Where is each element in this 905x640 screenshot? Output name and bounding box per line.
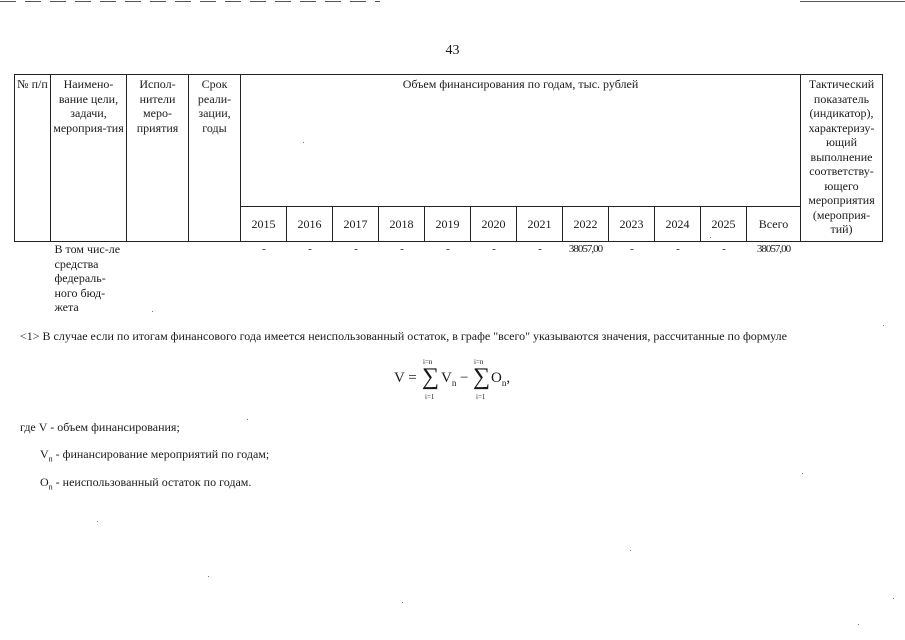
table-header-row xyxy=(15,75,883,207)
header-financing: Объем финансирования по годам, тыс. рублей xyxy=(241,75,801,207)
year-2017: 2017 xyxy=(333,207,379,242)
header-executors: Испол-нители меро-приятия xyxy=(127,75,189,242)
value-2021: - xyxy=(538,243,541,255)
sum1-lower: i=1 xyxy=(425,393,435,401)
formula-lhs: V = xyxy=(394,370,417,386)
legend-on-sub: n xyxy=(48,482,53,492)
legend-vn-sub: n xyxy=(48,454,53,464)
value-2016: - xyxy=(308,243,311,255)
year-2023: 2023 xyxy=(609,207,655,242)
formula-tail: , xyxy=(506,370,511,386)
empty-cell xyxy=(189,242,241,315)
header-term: Срок реали-зации, годы xyxy=(189,75,241,242)
year-2019: 2019 xyxy=(425,207,471,242)
year-total: Всего xyxy=(747,207,801,242)
year-2021: 2021 xyxy=(517,207,563,242)
year-2020: 2020 xyxy=(471,207,517,242)
scan-speck xyxy=(208,576,209,577)
value-2022: 38057,00 xyxy=(568,243,603,255)
formula xyxy=(394,360,554,404)
value-2015: - xyxy=(262,243,265,255)
table-row xyxy=(15,242,883,315)
financing-table xyxy=(14,74,883,315)
legend-vn-text: - финансирование мероприятий по годам; xyxy=(52,447,270,461)
legend-on xyxy=(40,475,251,491)
value-2025: - xyxy=(722,243,725,255)
header-indicator: Тактический показатель (индикатор), характеризу-ющий выполнение соответству-ющего мероприятия (мероприя-тий) xyxy=(801,75,883,242)
scan-speck xyxy=(710,237,711,238)
year-2016: 2016 xyxy=(287,207,333,242)
row-label: В том чис-ле средства федераль-ного бюд-жета xyxy=(54,242,121,314)
formula-minus: − xyxy=(460,370,469,386)
term-o-sub: n xyxy=(501,378,507,388)
scan-speck xyxy=(893,598,894,599)
footnote: <1> В случае если по итогам финансового года имеется неиспользованный остаток, в графе "всего" указываются значения, рассчитанные по формуле xyxy=(20,329,787,343)
scan-speck xyxy=(247,419,248,420)
header-name: Наимено-вание цели, задачи, мероприя-тия xyxy=(51,75,127,242)
legend-v: где V - объем финансирования; xyxy=(20,420,180,434)
value-2018: - xyxy=(400,243,403,255)
year-2024: 2024 xyxy=(655,207,701,242)
year-2022: 2022 xyxy=(563,207,609,242)
sum2-sigma: ∑ xyxy=(473,364,491,390)
value-2017: - xyxy=(354,243,357,255)
legend-vn-var: V xyxy=(40,447,49,461)
term-v-letter: V xyxy=(441,370,452,386)
sum2-lower: i=1 xyxy=(476,393,486,401)
scan-speck xyxy=(97,521,98,522)
scan-speck xyxy=(152,311,153,312)
legend-vn xyxy=(40,447,269,463)
value-2024: - xyxy=(676,243,679,255)
value-2023: - xyxy=(630,243,633,255)
value-2020: - xyxy=(492,243,495,255)
formula-term-o xyxy=(491,370,510,388)
empty-cell xyxy=(127,242,189,315)
term-o-letter: O xyxy=(491,370,502,386)
formula-term-v xyxy=(441,370,456,388)
page-number: 43 xyxy=(445,43,460,58)
value-total: 38057,00 xyxy=(756,243,791,255)
scan-speck xyxy=(883,325,884,326)
top-dash-line xyxy=(0,0,905,4)
scan-speck xyxy=(303,142,304,143)
year-2025: 2025 xyxy=(701,207,747,242)
term-v-sub: n xyxy=(451,378,457,388)
sum2-upper: i=n xyxy=(474,358,484,366)
legend-on-text: - неиспользованный остаток по годам. xyxy=(52,475,252,489)
sum1-sigma: ∑ xyxy=(422,364,440,390)
empty-cell xyxy=(15,242,51,315)
scan-speck xyxy=(630,550,631,551)
empty-cell xyxy=(801,242,883,315)
scan-speck xyxy=(802,473,803,474)
legend-on-var: O xyxy=(40,475,49,489)
scan-speck xyxy=(402,602,403,603)
sum1-upper: i=n xyxy=(423,358,433,366)
year-2015: 2015 xyxy=(241,207,287,242)
year-2018: 2018 xyxy=(379,207,425,242)
value-2019: - xyxy=(446,243,449,255)
header-num: № п/п xyxy=(15,75,51,242)
scan-speck xyxy=(858,624,859,625)
